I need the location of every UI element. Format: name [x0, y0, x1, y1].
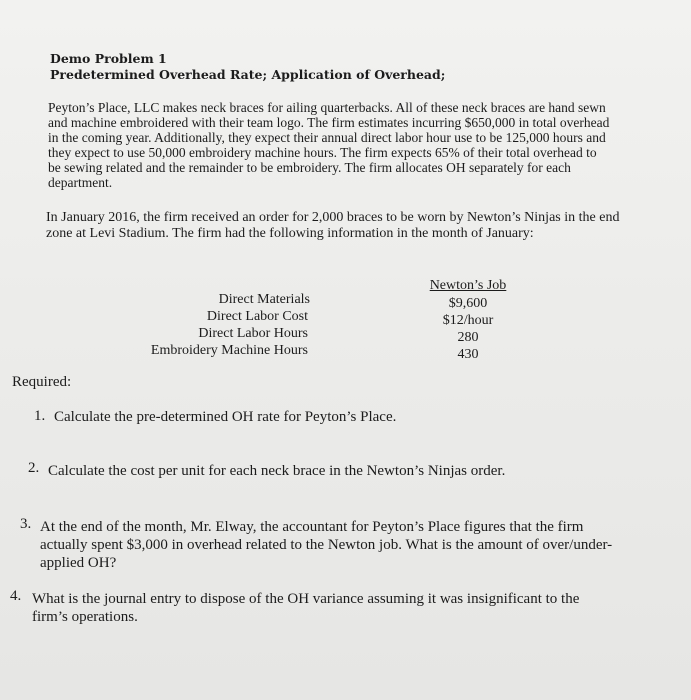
- question-line: actually spent $3,000 in overhead related to the Newton job. What is the amount of over/under-: [40, 537, 613, 553]
- row-value-embroidery-machine-hours: 430: [457, 347, 479, 362]
- question-line: At the end of the month, Mr. Elway, the accountant for Peyton’s Place figures that the firm: [40, 519, 584, 535]
- january-line: In January 2016, the firm received an order for 2,000 braces to be worn by Newton’s Ninjas in the end: [46, 210, 620, 225]
- question-line: applied OH?: [40, 555, 117, 571]
- intro-line: and machine embroidered with their team logo. The firm estimates incurring $650,000 in total overhead: [48, 115, 610, 130]
- row-label-direct-materials: Direct Materials: [218, 292, 310, 307]
- problem-title: Demo Problem 1: [50, 51, 167, 66]
- row-label-direct-labor-cost: Direct Labor Cost: [206, 309, 308, 324]
- intro-line: department.: [48, 175, 113, 190]
- question-number-3: 3.: [20, 516, 32, 532]
- row-value-direct-materials: $9,600: [448, 296, 488, 311]
- intro-line: in the coming year. Additionally, they expect their annual direct labor hour use to be 125,000 hours and: [48, 130, 606, 145]
- row-value-direct-labor-hours: 280: [457, 330, 479, 345]
- question-line: Calculate the pre-determined OH rate for Peyton’s Place.: [54, 409, 397, 425]
- intro-line: be sewing related and the remainder to be embroidery. The firm allocates OH separately for each: [48, 160, 571, 175]
- january-paragraph: [46, 210, 619, 242]
- intro-line: they expect to use 50,000 embroidery machine hours. The firm expects 65% of their total overhead to: [48, 145, 597, 160]
- row-label-direct-labor-hours: Direct Labor Hours: [198, 326, 308, 341]
- row-value-direct-labor-cost: $12/hour: [442, 313, 494, 328]
- intro-paragraph: [48, 100, 609, 190]
- problem-subtitle: Predetermined Overhead Rate; Application of Overhead;: [50, 67, 446, 82]
- question-3: [40, 518, 612, 572]
- question-line: Calculate the cost per unit for each neck brace in the Newton’s Ninjas order.: [48, 463, 506, 479]
- table-header: Newton’s Job: [429, 278, 507, 293]
- question-line: What is the journal entry to dispose of the OH variance assuming it was insignificant to the: [32, 591, 580, 607]
- january-line: zone at Levi Stadium. The firm had the following information in the month of January:: [46, 226, 534, 241]
- intro-line: Peyton’s Place, LLC makes neck braces for ailing quarterbacks. All of these neck braces are hand sewn: [48, 100, 606, 115]
- question-line: firm’s operations.: [32, 609, 138, 625]
- row-label-embroidery-machine-hours: Embroidery Machine Hours: [150, 343, 308, 358]
- question-number-2: 2.: [28, 460, 40, 476]
- question-2: [48, 462, 505, 480]
- question-number-1: 1.: [34, 408, 46, 424]
- question-1: [54, 408, 396, 426]
- required-label: Required:: [12, 374, 72, 390]
- question-number-4: 4.: [10, 588, 22, 604]
- question-4: [32, 590, 579, 626]
